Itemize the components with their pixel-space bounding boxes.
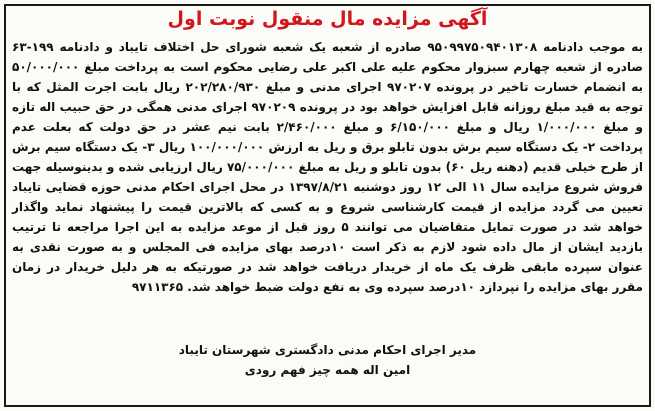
notice-body: به موجب دادنامه ۹۵۰۹۹۷۵۰۹۴۰۱۳۰۸ صادره از شعبه یک شعبه شورای حل اختلاف تایباد و دادنامه ۱۹۹-۶۳ صادره از شعبه چهارم سبزوار محکوم علیه علی اکبر علی رضایی محکوم است به پرداخت مبلغ ۵۰/۰۰۰/۰۰۰ به انضمام خسارت تاخیر در پرونده ۹۷۰۲۰۷ اجرای مدنی و مبلغ ۲۰۲/۲۸۰/۹۳۰ ریال بابت اجرت المثل که با توجه به قید مبلغ روزانه قابل افزایش خواهد بود در پرونده ۹۷۰۲۰۹ اجرای مدنی همگی در حق حبیب اله تازه و مبلغ ۱/۰۰۰/۰۰۰ ریال و مبلغ ۶/۱۵۰/۰۰۰ و مبلغ ۲/۴۶۰/۰۰۰ بابت نیم عشر در حق دولت که بعلت عدم پرداخت ۲- یک دستگاه سیم برش بدون تابلو برق و ریل به ارزش ۱۰۰/۰۰۰/۰۰۰ ریال ۳- یک دستگاه سیم برش از طرح خیلی قدیم (دهنه ریل ۶۰) بدون تابلو و ریل به مبلغ ۷۵/۰۰۰/۰۰۰ ریال ارزیابی شده و بدینوسیله جهت فروش شروع مزایده سال ۱۱ الی ۱۲ روز دوشنبه ۱۳۹۷/۸/۲۱ در محل اجرای احکام مدنی حوزه قضایی تایباد تعیین می گردد مزایده از قیمت کارشناسی شروع و به کسی که بالاترین قیمت را پیشنهاد نماید واگذار خواهد شد در صورت تمایل متقاضیان می توانند ۵ روز قبل از موعد مزایده به این اجرا مراجعه تا ترتیب بازدید ایشان از مال داده شود لازم به ذکر است ۱۰درصد بهای مزایده فی المجلس و به صورت نقدی به عنوان سپرده مابقی ظرف یک ماه از خریدار دریافت خواهد شد در صورتیکه به هر دلیل خریدار در زمان مقرر بهای مزایده را نپردازد ۱۰درصد سپرده وی به نفع دولت ضبط خواهد شد. ۹۷۱۱۳۶۵ [12,40,643,294]
notice-title: آگهی مزایده مال منقول نوبت اول [167,8,488,30]
signature-name: امین اله همه چیز فهم رودی [244,363,411,377]
signature-title: مدیر اجرای احکام مدنی دادگستری شهرستان تایباد [178,343,477,357]
signature-block [0,340,655,380]
